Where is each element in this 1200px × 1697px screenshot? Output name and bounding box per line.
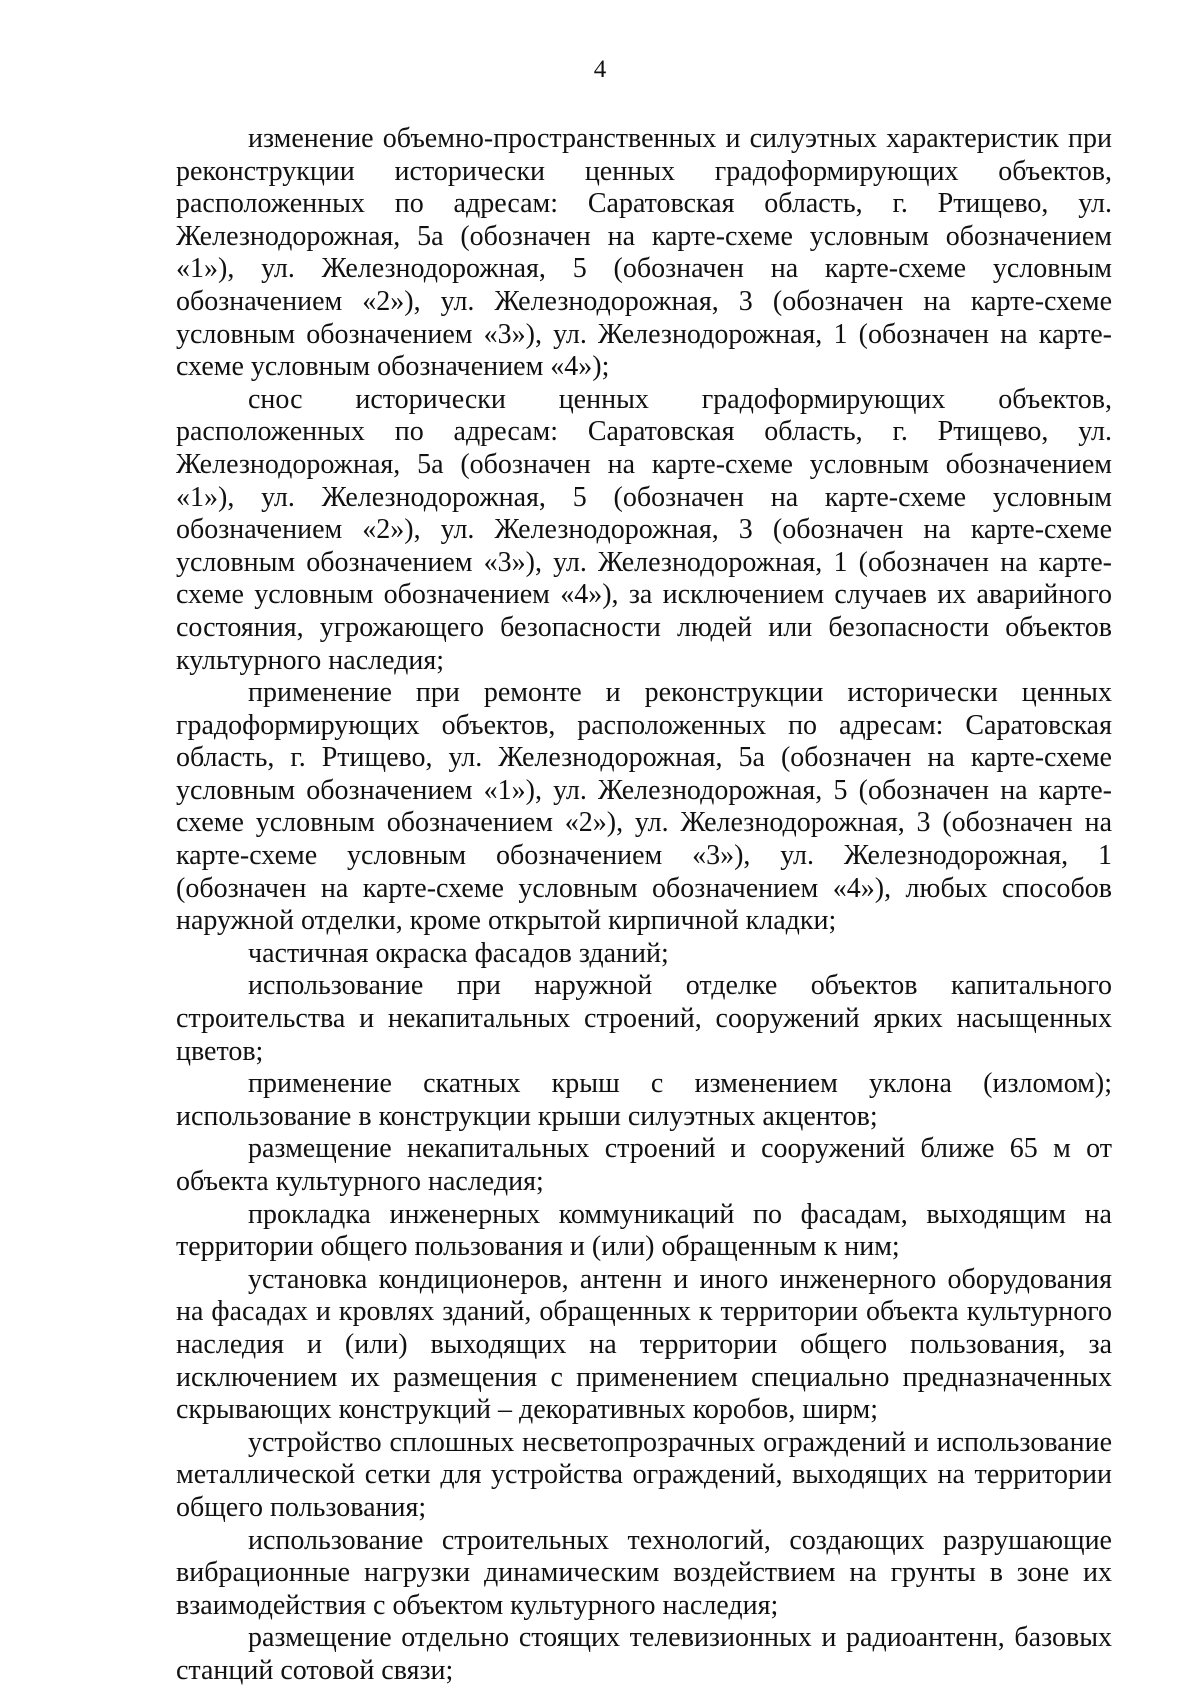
paragraph-pitched-roofs: применение скатных крыш с изменением уклона (изломом); использование в конструкции крыши силуэтных акцентов; [176,1068,1112,1132]
paragraph-equipment-installation: установка кондиционеров, антенн и иного инженерного оборудования на фасадах и кровлях зданий, обращенных к территории объекта культурного наследия и (или) выходящих на территории общего пользования, за исключением их размещения с применением специально предназначенных скрывающих конструкций – декоративных коробов, ширм; [176,1263,1112,1426]
page-number: 4 [593,56,607,83]
paragraph-temporary-structures: размещение некапитальных строений и сооружений ближе 65 м от объекта культурного наследия; [176,1133,1112,1197]
paragraph-partial-painting: частичная окраска фасадов зданий; [248,937,669,969]
paragraph-volume-changes: изменение объемно-пространственных и силуэтных характеристик при реконструкции исторически ценных градоформирующих объектов, расположенных по адресам: Саратовская область, г. Ртищево, ул. Железнодорожная, 5а (обозначен на карте-схеме условным обозначением «1»), ул. Железнодорожная, 5 (обозначен на карте-схеме условным обозначением «2»), ул. Железнодорожная, 3 (обозначен на карте-схеме условным обозначением «3»), ул. Железнодорожная, 1 (обозначен на карте-схеме условным обозначением «4»); [176,123,1112,383]
paragraph-vibration-technologies: использование строительных технологий, создающих разрушающие вибрационные нагрузки динамическим воздействием на грунты в зоне их взаимодействия с объектом культурного наследия; [176,1524,1112,1621]
paragraph-demolition: снос исторически ценных градоформирующих объектов, расположенных по адресам: Саратовская область, г. Ртищево, ул. Железнодорожная, 5а (обозначен на карте-схеме условным обозначением «1»), ул. Железнодорожная, 5 (обозначен на карте-схеме условным обозначением «2»), ул. Железнодорожная, 3 (обозначен на карте-схеме условным обозначением «3»), ул. Железнодорожная, 1 (обозначен на карте-схеме условным обозначением «4»), за исключением случаев их аварийного состояния, угрожающего безопасности людей или безопасности объектов культурного наследия; [176,383,1112,676]
paragraph-fences: устройство сплошных несветопрозрачных ограждений и использование металлической сетки для устройства ограждений, выходящих на территории общего пользования; [176,1426,1112,1523]
paragraph-exterior-finish: применение при ремонте и реконструкции исторически ценных градоформирующих объектов, расположенных по адресам: Саратовская область, г. Ртищево, ул. Железнодорожная, 5а (обозначен на карте-схеме условным обозначением «1»), ул. Железнодорожная, 5 (обозначен на карте-схеме условным обозначением «2»), ул. Железнодорожная, 3 (обозначен на карте-схеме условным обозначением «3»), ул. Железнодорожная, 1 (обозначен на карте-схеме условным обозначением «4»), любых способов наружной отделки, кроме открытой кирпичной кладки; [176,677,1112,937]
paragraph-bright-colors: использование при наружной отделке объектов капитального строительства и некапитальных строений, сооружений ярких насыщенных цветов; [176,970,1112,1067]
paragraph-utility-lines: прокладка инженерных коммуникаций по фасадам, выходящим на территории общего пользования и (или) обращенным к ним; [176,1198,1112,1263]
paragraph-antennas: размещение отдельно стоящих телевизионных и радиоантенн, базовых станций сотовой связи; [176,1622,1112,1686]
document-body [176,123,1112,1688]
